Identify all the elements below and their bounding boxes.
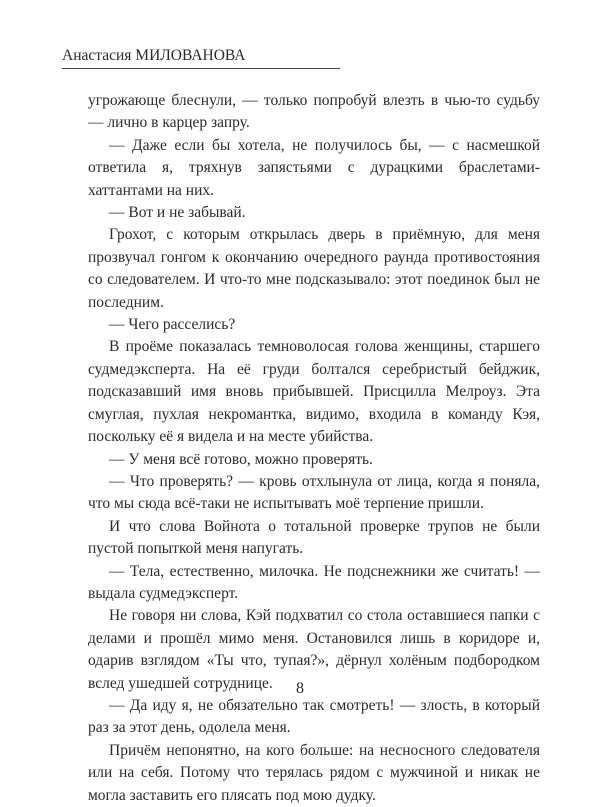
paragraph: — Даже если бы хотела, не получилось бы, — с насмешкой ответила я, тряхнув запястьями с дурацкими браслетами-хаттантами на них. (88, 136, 540, 199)
paragraph: В проёме показалась темноволосая голова женщины, старшего судмедэксперта. На её груди болтался серебристый бейджик, подсказавший имя вновь прибывшей. Присцилла Мелроуз. Эта смуглая, пухлая некромантка, видимо, входила в команду Кэя, поскольку её я видела и на месте убийства. (88, 338, 540, 446)
author-first-name: Анастасия (62, 47, 132, 64)
paragraph: — У меня всё готово, можно проверять. (109, 450, 373, 468)
paragraph: угрожающе блеснули, — только попробуй влезть в чью-то судьбу — лично в карцер запру. (88, 92, 540, 132)
page-number: 8 (296, 680, 304, 697)
paragraph: — Тела, естественно, милочка. Не подснежники же считать! — выдала судмедэксперт. (88, 562, 540, 602)
paragraph: Причём непонятно, на кого больше: на несносного следователя или на себя. Потому что терялась рядом с мужчиной и никак не могла заставить его плясать под мою дудку. (88, 741, 540, 804)
paragraph: — Чего расселись? (109, 316, 236, 334)
page-body (88, 90, 540, 807)
paragraph: — Да иду я, не обязательно так смотреть! — злость, в который раз за этот день, одолела меня. (88, 696, 540, 737)
paragraph: — Вот и не забывай. (109, 204, 246, 222)
paragraph: Грохот, с которым открылась дверь в приёмную, для меня прозвучал гонгом к окончанию очередного раунда противостояния со следователем. И что-то мне подсказывало: этот поединок был не последним. (88, 226, 540, 311)
paragraph: Не говоря ни слова, Кэй подхватил со стола оставшиеся папки с делами и прошёл мимо меня. Остановился лишь в коридоре и, одарив взглядом «Ты что, тупая?», дёрнул холёным подбородком вслед ушедшей сотруднице. (88, 607, 540, 692)
header-rule (62, 68, 340, 69)
running-header (62, 47, 340, 65)
paragraph: — Что проверять? — кровь отхлынула от лица, когда я поняла, что мы сюда всё-таки не испытывать моё терпение пришли. (88, 472, 540, 513)
author-last-name: МИЛОВАНОВА (135, 47, 246, 64)
paragraph: И что слова Войнота о тотальной проверке трупов не были пустой попыткой меня напугать. (88, 517, 540, 558)
